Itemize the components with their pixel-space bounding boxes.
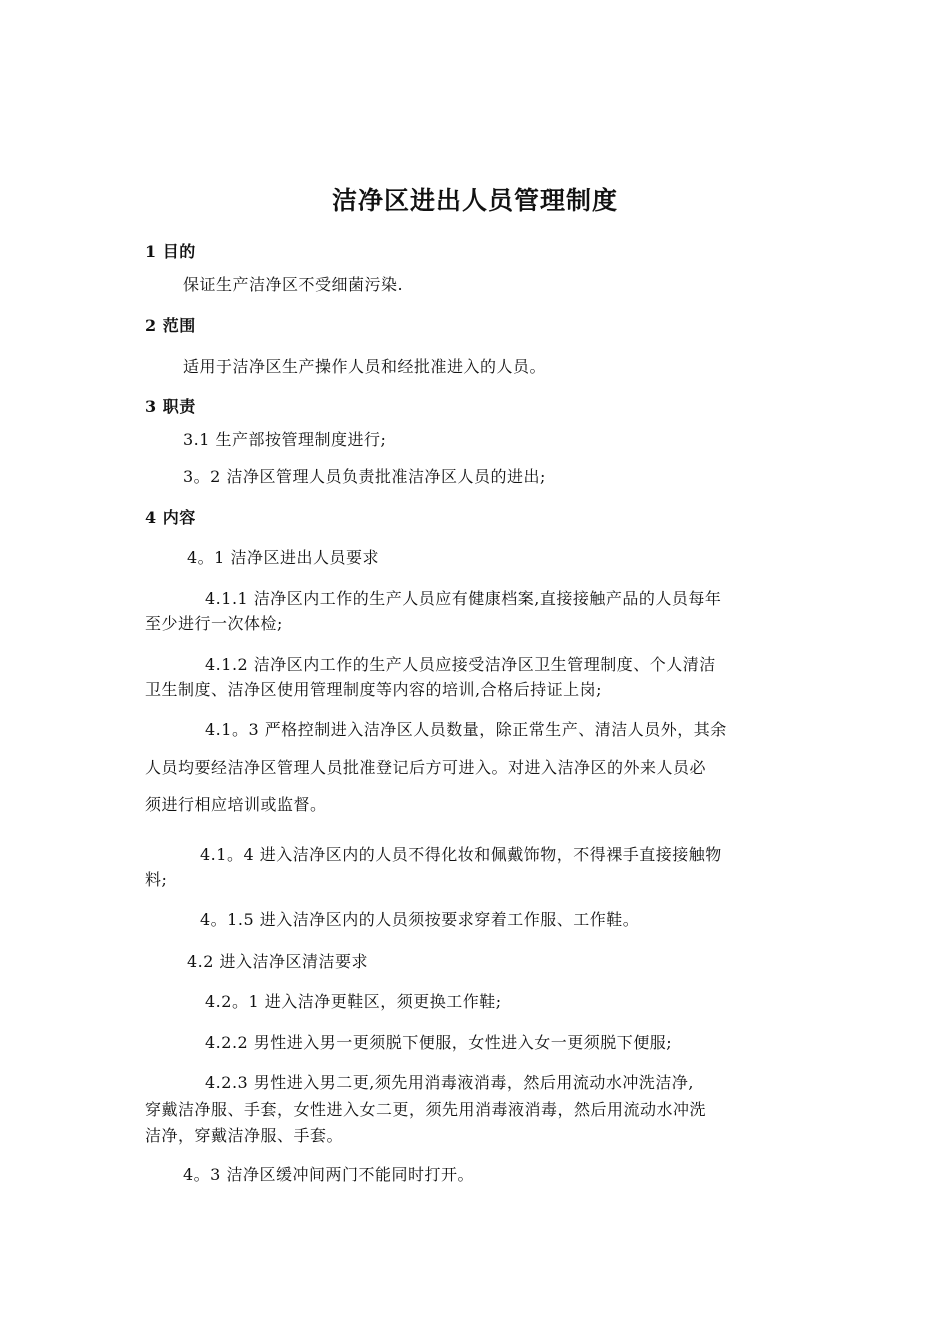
scope-text: 适用于洁净区生产操作人员和经批准进入的人员。 <box>183 357 547 376</box>
paragraph-4-1-4-line: 4.1。4 进入洁净区内的人员不得化妆和佩戴饰物，不得裸手直接接触物 <box>200 845 722 864</box>
responsibility-item: 3.1 生产部按管理制度进行; <box>183 430 387 449</box>
document-title: 洁净区进出人员管理制度 <box>331 186 618 215</box>
paragraph-4-2-3-line: 穿戴洁净服、手套，女性进入女二更，须先用消毒液消毒，然后用流动水冲洗 <box>145 1100 707 1119</box>
section-heading-purpose: 1 目的 <box>145 242 196 261</box>
paragraph-4-2-1: 4.2。1 进入洁净更鞋区，须更换工作鞋; <box>205 992 502 1011</box>
subsection-heading-4-2: 4.2 进入洁净区清洁要求 <box>187 952 369 971</box>
paragraph-4-1-5: 4。1.5 进入洁净区内的人员须按要求穿着工作服、工作鞋。 <box>200 910 640 929</box>
paragraph-4-2-3-line: 4.2.3 男性进入男二更,须先用消毒液消毒，然后用流动水冲洗洁净, <box>205 1073 694 1092</box>
paragraph-4-1-1-line: 至少进行一次体检; <box>145 614 283 633</box>
paragraph-4-1-1-line: 4.1.1 洁净区内工作的生产人员应有健康档案,直接接触产品的人员每年 <box>205 589 722 608</box>
section-heading-content: 4 内容 <box>145 508 196 527</box>
responsibility-item: 3。2 洁净区管理人员负责批准洁净区人员的进出; <box>183 467 546 486</box>
paragraph-4-1-2-line: 4.1.2 洁净区内工作的生产人员应接受洁净区卫生管理制度、个人清洁 <box>205 655 716 674</box>
paragraph-4-1-3-line: 4.1。3 严格控制进入洁净区人员数量，除正常生产、清洁人员外，其余 <box>205 720 727 739</box>
paragraph-4-1-2-line: 卫生制度、洁净区使用管理制度等内容的培训,合格后持证上岗; <box>145 680 602 699</box>
paragraph-4-2-3-line: 洁净，穿戴洁净服、手套。 <box>145 1126 344 1145</box>
subsection-heading-4-3: 4。3 洁净区缓冲间两门不能同时打开。 <box>183 1165 474 1184</box>
paragraph-4-2-2: 4.2.2 男性进入男一更须脱下便服，女性进入女一更须脱下便服; <box>205 1033 673 1052</box>
paragraph-4-1-3-line: 人员均要经洁净区管理人员批准登记后方可进入。对进入洁净区的外来人员必 <box>145 758 707 777</box>
section-heading-scope: 2 范围 <box>145 316 196 335</box>
paragraph-4-1-4-line: 料; <box>145 870 168 889</box>
paragraph-4-1-3-line: 须进行相应培训或监督。 <box>145 795 327 814</box>
section-heading-responsibility: 3 职责 <box>145 397 196 416</box>
purpose-text: 保证生产洁净区不受细菌污染. <box>183 275 404 294</box>
subsection-heading-4-1: 4。1 洁净区进出人员要求 <box>187 548 379 567</box>
